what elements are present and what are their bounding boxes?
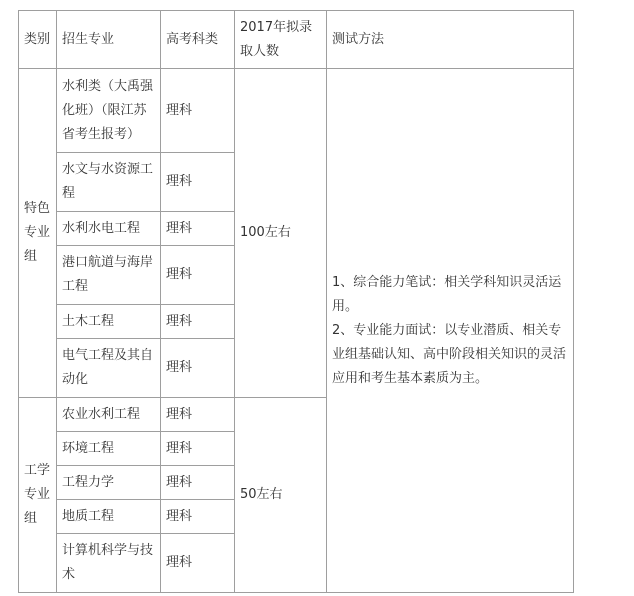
group-name-engineering: 工学专业组 bbox=[19, 398, 57, 593]
header-category: 类别 bbox=[19, 11, 57, 69]
major-cell: 土木工程 bbox=[57, 305, 161, 339]
quota-engineering: 50左右 bbox=[235, 398, 327, 593]
major-cell: 计算机科学与技术 bbox=[57, 534, 161, 593]
subject-cell: 理科 bbox=[161, 534, 235, 593]
header-quota: 2017年拟录取人数 bbox=[235, 11, 327, 69]
major-cell: 水利水电工程 bbox=[57, 212, 161, 246]
major-cell: 环境工程 bbox=[57, 432, 161, 466]
admission-table bbox=[18, 10, 574, 593]
subject-cell: 理科 bbox=[161, 339, 235, 398]
group-name-featured: 特色专业组 bbox=[19, 69, 57, 398]
method-item-1: 1、综合能力笔试：相关学科知识灵活运用。 bbox=[332, 274, 562, 314]
header-method: 测试方法 bbox=[327, 11, 574, 69]
major-cell: 地质工程 bbox=[57, 500, 161, 534]
quota-featured: 100左右 bbox=[235, 69, 327, 398]
header-subject: 高考科类 bbox=[161, 11, 235, 69]
subject-cell: 理科 bbox=[161, 432, 235, 466]
major-cell: 港口航道与海岸工程 bbox=[57, 246, 161, 305]
subject-cell: 理科 bbox=[161, 398, 235, 432]
method-item-2: 2、专业能力面试：以专业潜质、相关专业组基础认知、高中阶段相关知识的灵活应用和考生基本素质为主。 bbox=[332, 322, 567, 386]
major-cell: 电气工程及其自动化 bbox=[57, 339, 161, 398]
method-cell bbox=[327, 69, 574, 593]
subject-cell: 理科 bbox=[161, 305, 235, 339]
table-row bbox=[19, 69, 574, 153]
major-cell: 水利类（大禹强化班）（限江苏省考生报考） bbox=[57, 69, 161, 153]
header-major: 招生专业 bbox=[57, 11, 161, 69]
major-cell: 农业水利工程 bbox=[57, 398, 161, 432]
major-cell: 工程力学 bbox=[57, 466, 161, 500]
subject-cell: 理科 bbox=[161, 466, 235, 500]
subject-cell: 理科 bbox=[161, 69, 235, 153]
subject-cell: 理科 bbox=[161, 153, 235, 212]
admission-table-container bbox=[18, 10, 574, 593]
subject-cell: 理科 bbox=[161, 212, 235, 246]
major-cell: 水文与水资源工程 bbox=[57, 153, 161, 212]
subject-cell: 理科 bbox=[161, 246, 235, 305]
subject-cell: 理科 bbox=[161, 500, 235, 534]
header-row bbox=[19, 11, 574, 69]
